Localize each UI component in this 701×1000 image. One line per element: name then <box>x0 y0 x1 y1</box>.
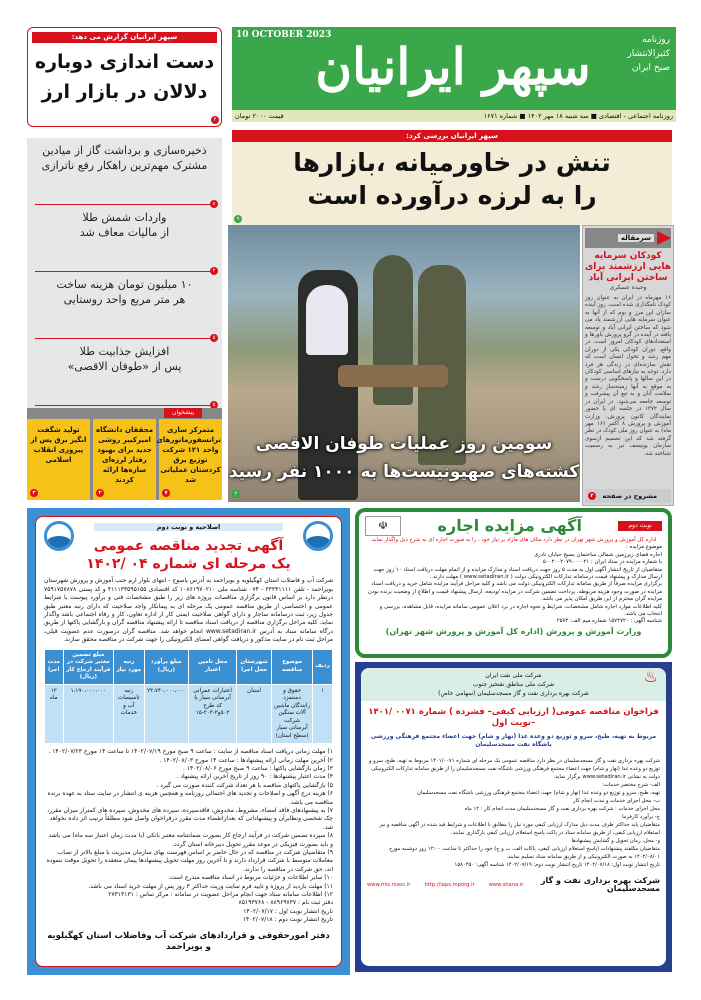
editorial-header <box>585 228 671 248</box>
story-headline <box>32 47 217 107</box>
table-header: شهرستان محل اجرا <box>237 649 272 684</box>
text-line: شرکت بهره برداری نفت و گاز مسجدسلیمان در نظر دارد مناقصه عمومی یک مرحله ای شماره ۱۴۰۱/۰۰۷۱ مربوط به تهیه، طبخ، سرو و توزیع دو وعده غذا (نهار و شام) جهت اعضاء مجتمع فرهنگی ورزشی باشگاه نفت مسجدسلیمان را از طریق سامانه تدارکات الکترونیکی دولت به نشانی www.setadiran.ir برگزار نماید. <box>368 758 660 780</box>
brief-line: افزایش جذابیت طلا <box>79 345 170 358</box>
text-line: تاریخ انتشار نوبت دوم : ۱۴۰۲/۰۷/۱۸ <box>242 916 333 924</box>
table-header: مدت اجرا <box>45 649 64 684</box>
nioc-logo-icon: ♨ <box>643 667 658 686</box>
ad-body <box>365 544 662 625</box>
masthead <box>232 27 676 110</box>
table-row <box>45 684 333 744</box>
brief-line: ذخیره‌سازی و برداشت گاز از میادین <box>42 144 207 157</box>
item-text: محققان دانشگاه امیرکبیر روشی جدید برای بهبود رفتار لرزه‌ای سازه‌ها ارائه کردند <box>95 426 154 484</box>
table-header: موضوع مناقصه <box>272 649 313 684</box>
brief-line: مشترک مهم‌ترین راهکار رفع ناترازی <box>41 159 208 172</box>
section-label: پیشخوان <box>164 408 202 418</box>
table-cell: اعتبارات عمرانی آبرسانی سیار با کد طرح ۵۰۲و۳-۳۰۳-۱۵ <box>189 684 237 744</box>
headline-line: دست اندازی دوباره <box>34 51 215 73</box>
table-cell: ۲۳،۷۴۰،۰۰۰،۰۰۰ <box>144 684 189 744</box>
text-line: شناسه آگهی : ۱۵۷۴۷۲۰ شماره میم الف: ۲۵۷۲ <box>556 618 662 625</box>
pishkhan-item[interactable] <box>27 419 90 500</box>
table-cell: استان <box>237 684 272 744</box>
text-line: ۷) به پیشنهادهای فاقد امضاء، مشروط، مخدوش، فاقدسپرده، سپرده های مخدوش، سپرده های کمتراز میزان مقرر، چک شخصی ونظایرآن و پیشنهاداتی که بعدازانقضاء مدت مقرر درفراخوان واصل شود مطلقاً ترتیب اثر داده نخواهد شد. <box>47 807 333 831</box>
ad-title: یک مرحله ای شماره ۰۴ /۱۴۰۲ <box>86 556 291 573</box>
continue-label: مشروح در صفحه <box>602 492 657 500</box>
org-line: شرکت ملی نفت ایران <box>485 672 542 679</box>
website-link[interactable]: www.shana.ir <box>488 882 524 888</box>
text-line: ۸) سپرده تضمین شرکت در فرآیند ارجاع کار بصورت ضمانتنامه معتبر بانکی (با مدت زمان اعتبار سه ماه) می باشد و باید بصورت فیزیکی در موعد مقرر تحویل دبیرخانه استان گردد. <box>48 832 333 848</box>
ad-edition: اصلاحیه و نوبت دوم <box>94 523 283 531</box>
text-line: متقاضیان از تاریخ انتشار آگهی اول به مدت ۵ روز جهت دریافت اسناد و مدارک مزایده و از اتمام مهلت دریافت اسناد ۱۰ روز جهت ارسال مدارک و پیشنهاد قیمت درسامانه تدارکات الکترونیکی دولت ( www.setadiran.ir ) مهلت دارند . <box>373 566 662 581</box>
page-ref: ۹ <box>234 215 242 223</box>
issue-info-strip <box>232 110 676 122</box>
ad-subtitle: مربوط به تهیه، طبخ، سرو و توزیع دو وعده غذا (نهار و شام) جهت اعضاء مجتمع فرهنگی ورزشی باشگاه نفت مسجدسلیمان <box>370 733 657 748</box>
continue-link[interactable] <box>585 489 671 503</box>
brief-item[interactable] <box>35 205 214 272</box>
brief-item[interactable] <box>35 339 214 406</box>
caption-line: سومین روز عملیات طوفان الاقصی <box>255 434 553 454</box>
text-line: ۱۲) اطلاعات سامانه ستاد جهت انجام مراحل عضویت در سامانه : مرکز تماس : ۲۷۳۱۳۱۳۱ <box>108 891 333 899</box>
text-line: ۶) هزینه درج آگهی و اصلاحات و تجدید های احتمالی روزنامه و همچنین هزینه ی انتشار در سایت ستاد به عهده برنده مناقصه می باشد. <box>47 790 333 806</box>
tagline-line: روزنامه <box>642 35 670 45</box>
tagline-line: صبح ایران <box>631 63 670 73</box>
ad-footer: شرکت بهره برداری نفت و گاز مسجدسلیمان <box>540 876 660 893</box>
text-line: کلیه اطلاعات موارد اجاره شامل مشخصات، شرایط و نحوه اجاره در برد اعلان عمومی سامانه مزایده، قابل مشاهده، بررسی و انتخاب می باشد. <box>379 603 662 618</box>
text-line: محل اجرای خدمات : شرکت بهره برداری نفت و گاز مسجدسلیمان مدت انجام کار : ۱۲ ماه <box>464 806 660 812</box>
photo-caption <box>228 430 580 486</box>
editorial-column[interactable] <box>582 225 674 506</box>
website-link[interactable]: http://iaps.mporg.ir <box>424 882 475 888</box>
org-line: شرکت ملی مناطق نفتخیز جنوب <box>472 681 555 688</box>
top-left-story[interactable] <box>27 27 222 127</box>
page-ref: ۳ <box>30 489 38 497</box>
text-line: تاریخ انتشار نوبت اول: ۱۴۰۲/۰۷/۱۸ تاریخ انتشار نوبت دوم: ۱۴۰۲/۰۷/۱۹ شناسه آگهی: ۱۵۸۰۴۵۰ <box>454 862 660 868</box>
pishkhan-item[interactable] <box>93 419 156 500</box>
story-kicker: سپهر ایرانیان گزارش می دهد: <box>32 32 217 43</box>
water-company-logo <box>303 521 333 551</box>
editorial-title: کودکان سرمایه هایی ارزشمند برای ساختن ایرانی آباد <box>585 251 671 283</box>
table-cell: ۱،۱۹۰،۰۰۰،۰۰۰ <box>63 684 113 744</box>
ad-footer: دفتر امورحقوقی و قراردادهای شرکت آب وفاضلاب استان کهگیلویه و بویراحمد <box>47 930 330 952</box>
text-line: با شماره مزایده در ستاد ایران : ۵۰۰۲۰۰۲۰۷۹۰۰۰۰۲۱ <box>542 559 662 566</box>
english-date: 10 OCTOBER 2023 <box>236 30 332 40</box>
caption-line: کشته‌های صهیونیست‌ها به ۱۰۰۰ نفر رسید <box>228 462 580 482</box>
water-company-logo <box>44 521 74 551</box>
text-line: ۱) مهلت زمانی دریافت اسناد مناقصه از سایت : ساعت ۹ صبح مورخ ۱۴۰۲/۰۷/۱۹ تا ساعت ۱۴ مورخ ۱۴۰۲/۰۷/۲۳ . <box>48 748 333 756</box>
brief-line: ۱۰ میلیون تومان هزینه ساخت <box>56 278 193 291</box>
main-photo[interactable] <box>228 225 580 502</box>
page-ref: ۵ <box>210 334 218 342</box>
table-header: رتبه مورد نیاز <box>114 649 145 684</box>
emblem-icon: ☫ <box>365 516 401 536</box>
water-tender-ad <box>27 508 350 975</box>
table-cell: ۱ <box>313 684 333 744</box>
text-line: اجاره فضای زیرزمین شمالی ساختمان بسیج خیابان نادری <box>533 551 662 558</box>
text-line: موضوع مزایده : <box>625 544 662 551</box>
text-line: برگزاری مزایده صرفاً از طریق سامانه تدارکات الکترونیکی دولت می باشد و کلیه مراحل فرآیند مزایده شامل خرید و دریافت اسناد مزایده در صورت وجود هزینه مربوطه، پرداخت تضمین شرکت در مزایده /ودیعه، ارسال پیشنهاد قیمت و اطلاع از وضعیت برنده بودن مزایده گران محترم از این طریق امکان پذیر می باشد. <box>367 581 662 603</box>
page-ref: ۳ <box>96 489 104 497</box>
text-line: تهیه، طبخ، سرو و توزیع دو وعده غذا (نهار و شام) جهت اعضاء مجتمع فرهنگی ورزشی باشگاه نفت مسجدسلیمان <box>416 790 660 796</box>
text-line: ب- محل اجرای خدمات و مدت انجام کار <box>572 798 660 804</box>
brief-line: هر متر مربع واحد روستایی <box>63 293 186 306</box>
text-line: تاریخ انتشار نوبت اول : ۱۴۰۲/۰۷/۱۷ <box>243 907 333 915</box>
brief-item[interactable] <box>35 138 214 205</box>
ad-badge: نوبت دوم <box>618 521 662 531</box>
ad-intro: اداره کل آموزش و پرورش شهر تهران در نظر دارد مکان های مازاد بر نیاز خود ، را به صورت اجاره ای به شرح ذیل واگذار نماید. <box>370 537 657 543</box>
text-line: ۴) مدت اعتبار پیشنهادها : ۹۰ روز از تاریخ آخرین ارائه پیشنهاد . <box>176 773 333 781</box>
page-ref: ۵ <box>210 401 218 409</box>
ad-title: آگهی تجدید مناقصه عمومی <box>93 538 284 555</box>
page-ref: ۷ <box>162 489 170 497</box>
editorial-body: ۱۶ مهرماه در ایران به عنوان روز کودک نامگذاری شده است. روز آینده سازان این مرز و بوم که از آنها به عنوان سرمایه هایی ارزشمند یاد می شود که ساختن ایرانی آباد و توسعه یافته در آینده در گرو پرورش باورها و استعدادهای کودکان امروز است. در واقع، دوران کودکی یکی از دوران مهم رشد و تحول انسان است که نقش سازنده‌ای در زندگی هر فرد دارد. توجه به نیازهای اساسی کودکان در این سالها و پاسخگویی درست و به موقع به آنها زمینه‌ساز رشد و سلامت آنان و به تبع آن پیشرفت و توسعه جامعه می‌شود. در ایران در سال ۱۳۷۲ در جلسه ای با حضور نمایندگان کانون پرورش، وزارت آموزش و پرورش ۸ اکتبر (۱۶ مهر ماه) به عنوان روز ملی کودک در نظر گرفته شد که این تصمیم ازسوی سازمان یونیسف نیز به رسمیت شناخته شد. <box>585 295 671 457</box>
tagline-line: کثیرالانتشار <box>627 49 670 59</box>
text-line: ۳) زمان بازگشایی پاکتها : ساعت ۹ صبح مورخ ۱۴۰۲/۰۸/۰۶ . <box>182 764 333 772</box>
brief-item[interactable] <box>35 272 214 339</box>
photo-figure <box>306 285 348 355</box>
triangle-icon <box>657 231 671 245</box>
lead-headline <box>232 146 672 212</box>
editorial-author: وحیده عسکری <box>609 284 647 291</box>
item-text: متمرکز سازی ترانسفورماتورهای واحد ۱۲۱ شرکت توزیع برق کردستان عملیاتی شد <box>156 426 221 484</box>
table-header: ردیف <box>313 649 333 684</box>
page-ref: ۸ <box>210 200 218 208</box>
text-line: متقاضیان باید حداکثر ظرف مدت ذیل مدارک ارزیابی کیفی مورد نیاز را مطابق با اطلاعات و شرایط قید شده در آگهی مناقصه و نیز استعلام ارزیابی کیفی، از طریق سامانه ستاد در پاکت پاسخ استعلام ارزیابی کیفی بارگذاری نمایند. <box>379 822 660 836</box>
text-line: ۱۰) سایر اطلاعات و جزئیات مربوط در اسناد مناقصه مندرج است. <box>168 874 333 882</box>
text-line: الف- شرح مختصر خدمات: <box>602 782 660 788</box>
tagline <box>608 33 670 75</box>
ad-title: آگهی مزایده اجاره <box>437 516 582 535</box>
ad-body <box>367 757 660 869</box>
text-line: ۱۱) مهلت بازدید از پروژه و تایید فرم سایت وزیت حداکثر ۳ روز پس از مهلت خرید اسناد می باشد. <box>88 882 333 890</box>
table-cell: حقوق و دستمزد رانندگان ماشین آلات سنگین شرکت آبرسانی سیار (سطح استان) <box>272 684 313 744</box>
issue-info: روزنامه اجتماعی - اقتصادی ■ سه شنبه ۱۸ مهر ۱۴۰۲ ■ شماره ۱۶۷۱ <box>483 112 673 120</box>
oil-tender-ad <box>355 662 672 972</box>
brief-line: پس از «طوفان الاقصی» <box>67 360 182 373</box>
lease-auction-ad <box>355 508 672 658</box>
org-line: شرکت بهره برداری نفت و گاز مسجدسلیمان (سهامی خاص) <box>438 690 589 697</box>
table-header: مبلغ برآورد (ریال) <box>144 649 189 684</box>
editorial-label: سرمقاله <box>618 234 654 242</box>
table-cell: ۱۲ ماه <box>45 684 64 744</box>
lead-story[interactable] <box>232 130 672 225</box>
brief-line: از مالیات معاف شد <box>79 226 170 239</box>
page-ref: ۴ <box>211 116 219 124</box>
tender-terms <box>44 748 333 925</box>
page-ref: ۴ <box>210 267 218 275</box>
news-briefs <box>27 138 222 408</box>
headline-line: را به لرزه درآورده است <box>307 181 597 210</box>
photo-stretcher <box>338 365 448 387</box>
text-line: ۹) متقاضیان شرکت در مناقصه که در حال حاضر بر اساس فهرست بهای سازمان مدیریت با مبلغ بالاتر از نصاب معاملات متوسط با شرکت قرارداد دارند و تا آخرین روز مهلت تحویل پیشنهادها پیمان منعقده را تحویل موقت ننموده اند، حق شرکت در مناقصه را ندارند. <box>46 849 333 873</box>
newspaper-logo: سپهر ایرانیان <box>315 37 591 96</box>
ad-title: فراخوان مناقصه عمومی( ارزیابی کیفی– فشرده ) شماره ۰۰۷۱ /۱۴۰۱ –نوبت اول <box>368 707 659 728</box>
headline-line: دلالان در بازار ارز <box>41 81 208 103</box>
item-text: تولید شگفت انگیز برق پس از پیروزی انقلاب اسلامی <box>30 426 87 464</box>
pishkhan-section <box>27 408 222 500</box>
website-link[interactable]: www.mis.nisoc.ir <box>367 882 411 888</box>
table-header: مبلغ تضمین معتبر شرکت در فرآیند ارجاع کار (ریال) <box>63 649 113 684</box>
text-line: ج- برآورد کارفرما <box>622 814 660 820</box>
brief-line: واردات شمش طلا <box>82 211 167 224</box>
lead-kicker: سپهر ایرانیان بررسی کرد: <box>232 130 672 142</box>
pishkhan-item[interactable] <box>156 419 222 500</box>
table-header: محل تامین اعتبار <box>189 649 237 684</box>
tender-table <box>44 649 333 745</box>
page-ref: ۲ <box>232 490 240 498</box>
text-line: ۵) بازگشایی پاکتهای مناقصه با هر تعداد شرکت کننده صورت می گیرد . <box>156 781 333 789</box>
table-cell: رتبه تاسیسات آب و خدمات <box>114 684 145 744</box>
ad-intro: شرکت آب و فاضلاب استان کهگیلویه و بویراحمد به آدرس یاسوج - انتهای بلوار ارم جنب آموزش و پرورش شهرستان بویراحمد - تلفن ۳۳۳۴۱۱۱۱ - ۰۷۴ شناسه ملی ۱۰۸۶۱۹۷۰۲۱۰ کد اقتصادی ۴۱۱۱۳۳۵۹۵۱۵۵ و کد پستی ۷۵۹۱۷۵۷۸۷۸ درنظر دارد بر اساس قانون برگزاری مناقصات پروژه های زیر را طبق مشخصات فنی و برآورد پیوست با شرایط عمومی و اختصاصی از طریق مناقصه عمومی یک مرحله ای به پیمانکار واجد صلاحیت که دارای رتبه معتبر طبق جدول زیر، ثبت درسامانه ساجار و دارای گواهی صلاحیت ایمنی کار از اداره تعاون، کار و رفاه اجتماعی باشد واگذار نماید. کلیه مراحل برگزاری مناقصه از دریافت اسناد مناقصه تا ارائه پیشنهاد مناقصه گران و بازگشایی پاکتها از طریق درگاه سامانه ستاد به آدرس www.setadiran.ir انجام خواهد شد. مناقصه گران درصورت عدم عضویت قبلی، مراحل ثبت نام در سایت مذکور و دریافت گواهی امضای الکترونیکی را جهت شرکت در مناقصه محقق سازند. <box>44 577 334 644</box>
text-line: و- محل، زمان تحویل و گشایش پیشنهادها <box>571 838 660 844</box>
ad-footer: وزارت آموزش و پرورش (اداره کل آموزش و پرورش شهر تهران) <box>385 626 642 636</box>
text-line: ۲) آخرین مهلت زمانی ارائه پیشنهادها : ساعت ۱۴ مورخ ۱۴۰۲/۰۸/۰۳ . <box>159 756 333 764</box>
text-line: دفتر ثبت نام : ۸۸۹۶۹۷۳۷ - ۸۵۱۹۳۷۶۸ <box>238 899 333 907</box>
page-ref: ۲ <box>588 492 596 500</box>
text-line: متقاضیان مکلفند پیشنهادات (پاسخ استعلام ارزیابی کیفی، پاکات الف، ب و ج) خود را حداکثر تا ساعت ۱۲:۰۰ روز دوشنبه مورخ ۱۴۰۲/۰۸/۰۱ به صورت الکترونیکی و از طریق سامانه ستاد تسلیم نمایند. <box>389 846 660 860</box>
price: قیمت ۲۰۰۰ تومان <box>235 112 284 120</box>
headline-line: تنش در خاورمیانه ،بازارها <box>293 148 611 177</box>
